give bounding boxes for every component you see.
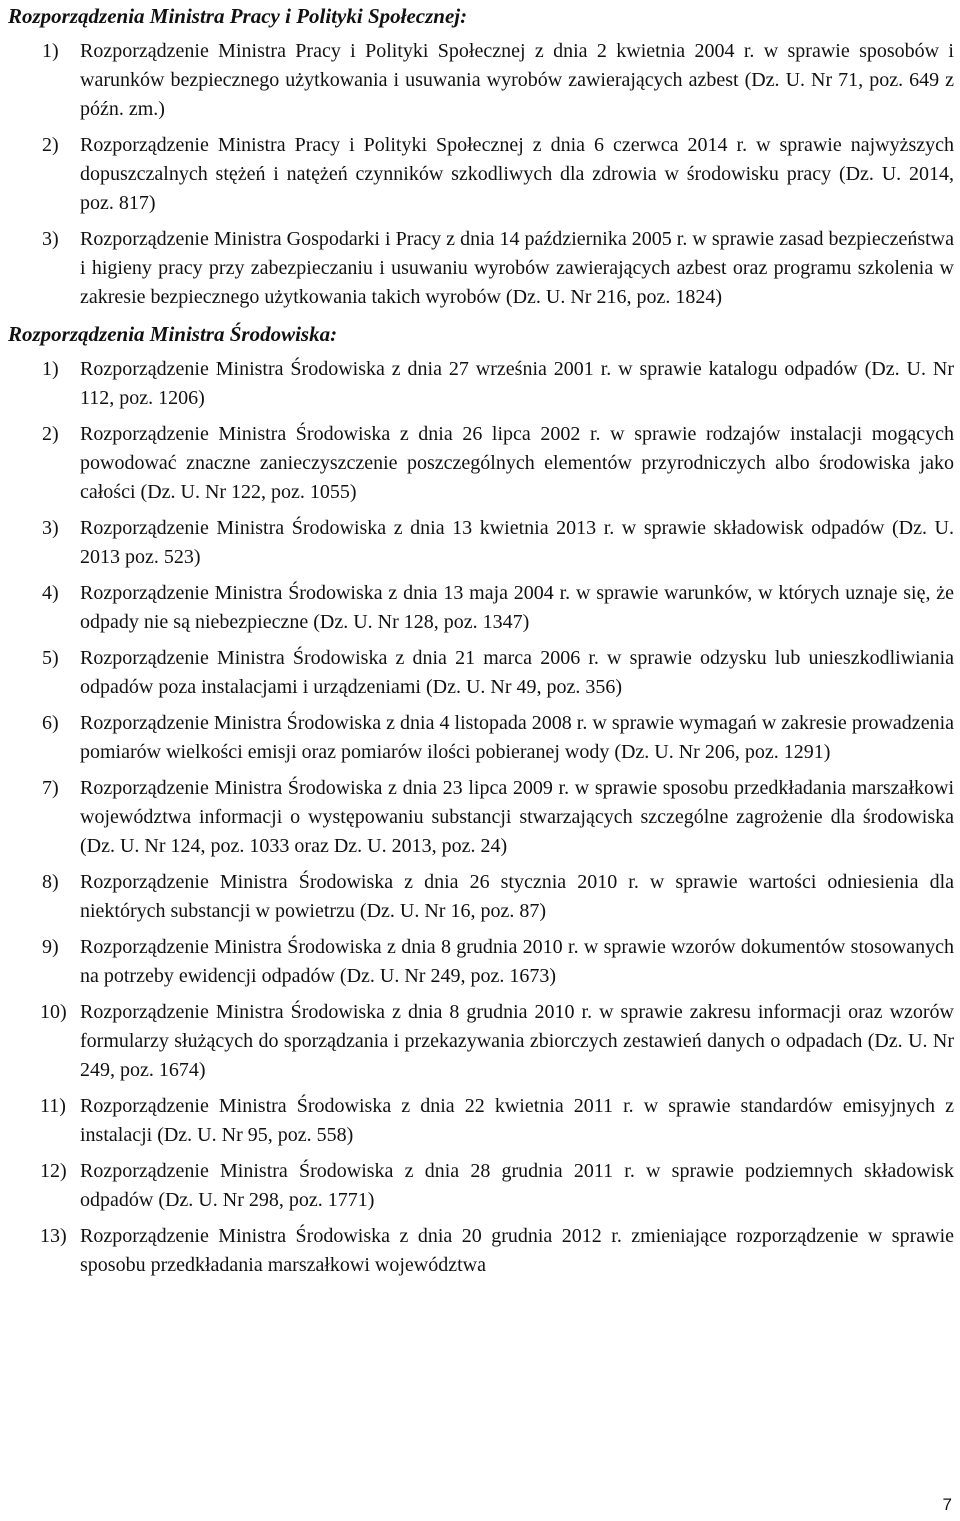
item-number: 1) (42, 358, 59, 380)
item-number: 12) (40, 1160, 67, 1182)
item-text: Rozporządzenie Ministra Gospodarki i Pracy z dnia 14 października 2005 r. w sprawie zasad bezpieczeństwa i higieny pracy przy zabezpieczaniu i usuwaniu wyrobów zawierających azbest oraz programu szkolenia w zakresie bezpiecznego użytkowania takich wyrobów (Dz. U. Nr 216, poz. 1824) (80, 228, 954, 308)
regulation-list (8, 355, 954, 1280)
item-number: 7) (42, 777, 59, 799)
item-number: 3) (42, 228, 59, 250)
section-title: Rozporządzenia Ministra Środowiska: (8, 322, 338, 346)
item-text: Rozporządzenie Ministra Środowiska z dnia 13 maja 2004 r. w sprawie warunków, w których uznaje się, że odpady nie są niebezpieczne (Dz. U. Nr 128, poz. 1347) (80, 582, 954, 633)
list-item (8, 225, 954, 312)
item-number: 10) (40, 1001, 67, 1023)
list-item (8, 1157, 954, 1215)
item-number: 4) (42, 582, 59, 604)
list-item (8, 579, 954, 637)
item-text: Rozporządzenie Ministra Środowiska z dnia 4 listopada 2008 r. w sprawie wymagań w zakresie prowadzenia pomiarów wielkości emisji oraz pomiarów ilości pobieranej wody (Dz. U. Nr 206, poz. 1291) (80, 712, 954, 763)
section-title: Rozporządzenia Ministra Pracy i Polityki Społecznej: (8, 4, 468, 28)
item-text: Rozporządzenie Ministra Środowiska z dnia 26 lipca 2002 r. w sprawie rodzajów instalacji mogących powodować znaczne zanieczyszczenie poszczególnych elementów przyrodniczych albo środowiska jako całości (Dz. U. Nr 122, poz. 1055) (80, 423, 954, 503)
list-item (8, 933, 954, 991)
item-text: Rozporządzenie Ministra Środowiska z dnia 13 kwietnia 2013 r. w sprawie składowisk odpadów (Dz. U. 2013 poz. 523) (80, 517, 954, 568)
regulation-list (8, 37, 954, 312)
list-item (8, 644, 954, 702)
list-item (8, 420, 954, 507)
section-ministry-labour (8, 2, 954, 312)
item-number: 1) (42, 40, 59, 62)
item-text: Rozporządzenie Ministra Środowiska z dnia 27 września 2001 r. w sprawie katalogu odpadów (Dz. U. Nr 112, poz. 1206) (80, 358, 954, 409)
item-number: 8) (42, 871, 59, 893)
list-item (8, 355, 954, 413)
item-number: 6) (42, 712, 59, 734)
item-text: Rozporządzenie Ministra Środowiska z dnia 8 grudnia 2010 r. w sprawie zakresu informacji oraz wzorów formularzy służących do sporządzania i przekazywania zbiorczych zestawień danych o odpadach (Dz. U. Nr 249, poz. 1674) (80, 1001, 954, 1081)
item-text: Rozporządzenie Ministra Środowiska z dnia 26 stycznia 2010 r. w sprawie wartości odniesienia dla niektórych substancji w powietrzu (Dz. U. Nr 16, poz. 87) (80, 871, 954, 922)
list-item (8, 131, 954, 218)
list-item (8, 868, 954, 926)
item-number: 3) (42, 517, 59, 539)
item-text: Rozporządzenie Ministra Środowiska z dnia 21 marca 2006 r. w sprawie odzysku lub unieszkodliwiania odpadów poza instalacjami i urządzeniami (Dz. U. Nr 49, poz. 356) (80, 647, 954, 698)
list-item (8, 709, 954, 767)
item-text: Rozporządzenie Ministra Środowiska z dnia 20 grudnia 2012 r. zmieniające rozporządzenie w sprawie sposobu przedkładania marszałkowi województwa (80, 1225, 954, 1276)
list-item (8, 1092, 954, 1150)
page-number: 7 (942, 1495, 952, 1514)
item-text: Rozporządzenie Ministra Pracy i Polityki Społecznej z dnia 2 kwietnia 2004 r. w sprawie sposobów i warunków bezpiecznego użytkowania i usuwania wyrobów zawierających azbest (Dz. U. Nr 71, poz. 649 z późn. zm.) (80, 40, 954, 120)
item-number: 2) (42, 134, 59, 156)
item-text: Rozporządzenie Ministra Pracy i Polityki Społecznej z dnia 6 czerwca 2014 r. w sprawie najwyższych dopuszczalnych stężeń i natężeń czynników szkodliwych dla zdrowia w środowisku pracy (Dz. U. 2014, poz. 817) (80, 134, 954, 214)
list-item (8, 514, 954, 572)
section-ministry-environment (8, 320, 954, 1280)
item-text: Rozporządzenie Ministra Środowiska z dnia 22 kwietnia 2011 r. w sprawie standardów emisyjnych z instalacji (Dz. U. Nr 95, poz. 558) (80, 1095, 954, 1146)
item-text: Rozporządzenie Ministra Środowiska z dnia 23 lipca 2009 r. w sprawie sposobu przedkładania marszałkowi województwa informacji o występowaniu substancji stwarzających szczególne zagrożenie dla środowiska (Dz. U. Nr 124, poz. 1033 oraz Dz. U. 2013, poz. 24) (80, 777, 954, 857)
list-item (8, 998, 954, 1085)
list-item (8, 1222, 954, 1280)
item-number: 9) (42, 936, 59, 958)
item-number: 5) (42, 647, 59, 669)
item-text: Rozporządzenie Ministra Środowiska z dnia 8 grudnia 2010 r. w sprawie wzorów dokumentów stosowanych na potrzeby ewidencji odpadów (Dz. U. Nr 249, poz. 1673) (80, 936, 954, 987)
list-item (8, 774, 954, 861)
item-text: Rozporządzenie Ministra Środowiska z dnia 28 grudnia 2011 r. w sprawie podziemnych składowisk odpadów (Dz. U. Nr 298, poz. 1771) (80, 1160, 954, 1211)
item-number: 13) (40, 1225, 67, 1247)
item-number: 11) (40, 1095, 66, 1117)
list-item (8, 37, 954, 124)
item-number: 2) (42, 423, 59, 445)
